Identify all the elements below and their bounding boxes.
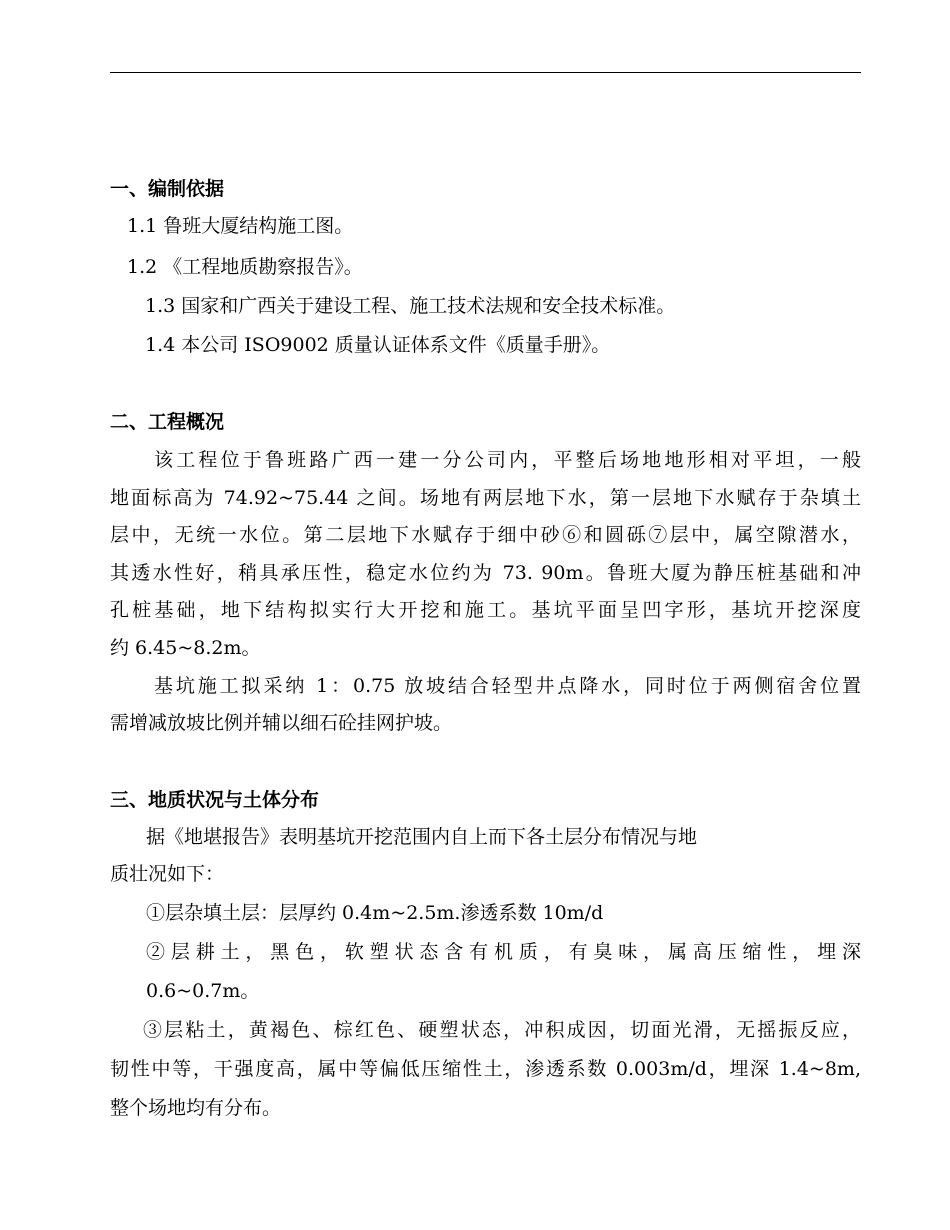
basis-item-4: 1.4 本公司 ISO9002 质量认证体系文件《质量手册》。 <box>145 334 611 356</box>
basis-item-2: 1.2 《工程地质勘察报告》。 <box>127 256 363 278</box>
soil-layer-2: ②层耕土，黑色，软塑状态含有机质，有臭味，属高压缩性，埋深 <box>146 941 861 963</box>
overview-line-7: 基坑施工拟采纳 1：0.75 放坡结合轻型井点降水，同时位于两侧宿舍位置 <box>154 675 861 697</box>
geology-intro-line-1: 据《地堪报告》表明基坑开挖范围内自上而下各土层分布情况与地 <box>146 826 698 848</box>
overview-line-3: 层中，无统一水位。第二层地下水赋存于细中砂⑥和圆砾⑦层中，属空隙潜水， <box>110 524 861 546</box>
soil-layer-3-end: 整个场地均有分布。 <box>110 1097 282 1119</box>
overview-line-5: 孔桩基础，地下结构拟实行大开挖和施工。基坑平面呈凹字形，基坑开挖深度 <box>110 599 861 621</box>
section-heading-geology: 三、地质状况与土体分布 <box>110 789 320 811</box>
basis-item-3: 1.3 国家和广西关于建设工程、施工技术法规和安全技术标准。 <box>145 295 676 317</box>
soil-layer-3-cont: 韧性中等，干强度高，属中等偏低压缩性土，渗透系数 0.003m/d，埋深 1.4~8m, <box>110 1058 861 1080</box>
section-heading-overview: 二、工程概况 <box>110 411 225 433</box>
soil-layer-1: ①层杂填土层：层厚约 0.4m~2.5m.渗透系数 10m/d <box>146 902 604 924</box>
overview-line-4: 其透水性好，稍具承压性，稳定水位约为 73. 90m。鲁班大厦为静压桩基础和冲 <box>110 562 861 584</box>
overview-line-6: 约 6.45~8.2m。 <box>110 637 261 659</box>
overview-line-2: 地面标高为 74.92~75.44 之间。场地有两层地下水，第一层地下水赋存于杂填土 <box>110 487 861 509</box>
soil-layer-2-depth: 0.6~0.7m。 <box>146 980 260 1002</box>
overview-line-1: 该工程位于鲁班路广西一建一分公司内，平整后场地地形相对平坦，一般 <box>154 449 861 471</box>
soil-layer-3: ③层粘土，黄褐色、棕红色、硬塑状态，冲积成因，切面光滑，无摇振反应， <box>143 1019 861 1041</box>
geology-intro-line-2: 质壮况如下： <box>110 863 225 885</box>
section-heading-basis: 一、编制依据 <box>110 178 225 200</box>
overview-line-8: 需增减放坡比例并辅以细石砼挂网护坡。 <box>110 712 453 734</box>
basis-item-1: 1.1 鲁班大厦结构施工图。 <box>127 215 354 237</box>
header-rule <box>110 72 861 73</box>
